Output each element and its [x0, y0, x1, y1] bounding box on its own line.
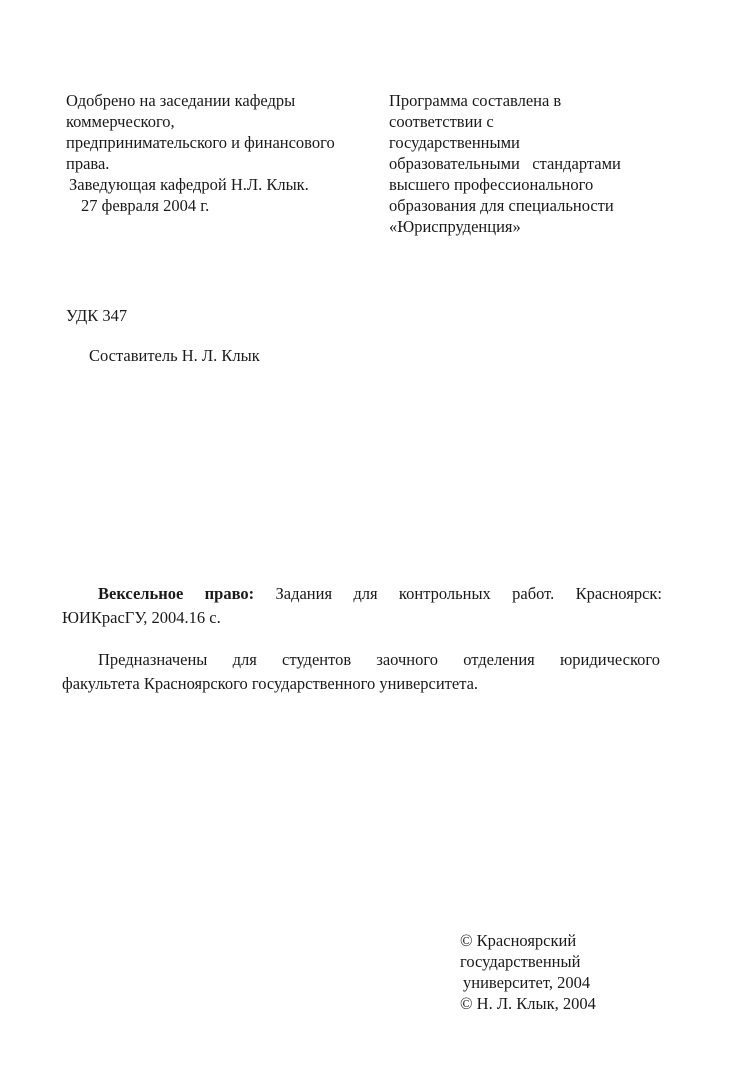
copyright-line: государственный — [460, 952, 581, 971]
program-line: образования для специальности — [389, 196, 614, 215]
approval-head-of-department: Заведующая кафедрой Н.Л. Клык. — [69, 175, 309, 194]
program-line: высшего профессионального — [389, 175, 594, 194]
approval-line: коммерческого, — [66, 112, 175, 131]
compiler-credit: Составитель Н. Л. Клык — [89, 346, 260, 365]
bibref-publisher: ЮИКрасГУ, 2004.16 с. — [62, 608, 221, 627]
program-line: Программа составлена в — [389, 91, 562, 110]
program-line: образовательными стандартами — [389, 154, 621, 173]
copyright-line: © Красноярский — [460, 931, 577, 950]
copyright-line: университет, 2004 — [463, 973, 591, 992]
udk-code: УДК 347 — [66, 306, 128, 325]
purpose-line-2: факультета Красноярского государственного университета. — [62, 674, 479, 693]
purpose-line-1: Предназначены для студентов заочного отделения юридического — [98, 650, 660, 669]
approval-date: 27 февраля 2004 г. — [81, 196, 210, 215]
bibref-line-1 — [62, 582, 662, 606]
approval-line: Одобрено на заседании кафедры — [66, 91, 296, 110]
program-specialty: «Юриспруденция» — [389, 217, 521, 236]
purpose-paragraph — [62, 648, 660, 696]
approval-note — [66, 90, 335, 216]
program-compliance-note — [389, 90, 621, 237]
copyright-line: © Н. Л. Клык, 2004 — [460, 994, 596, 1013]
program-line: соответствии с — [389, 112, 494, 131]
program-line: государственными — [389, 133, 520, 152]
bibref-description: Задания для контрольных работ. Красноярск: — [254, 584, 663, 603]
approval-line: права. — [66, 154, 110, 173]
approval-line: предпринимательского и финансового — [66, 133, 335, 152]
bibliographic-reference — [62, 582, 662, 630]
copyright-notice — [460, 930, 596, 1014]
bibref-title: Вексельное право: — [98, 584, 255, 603]
